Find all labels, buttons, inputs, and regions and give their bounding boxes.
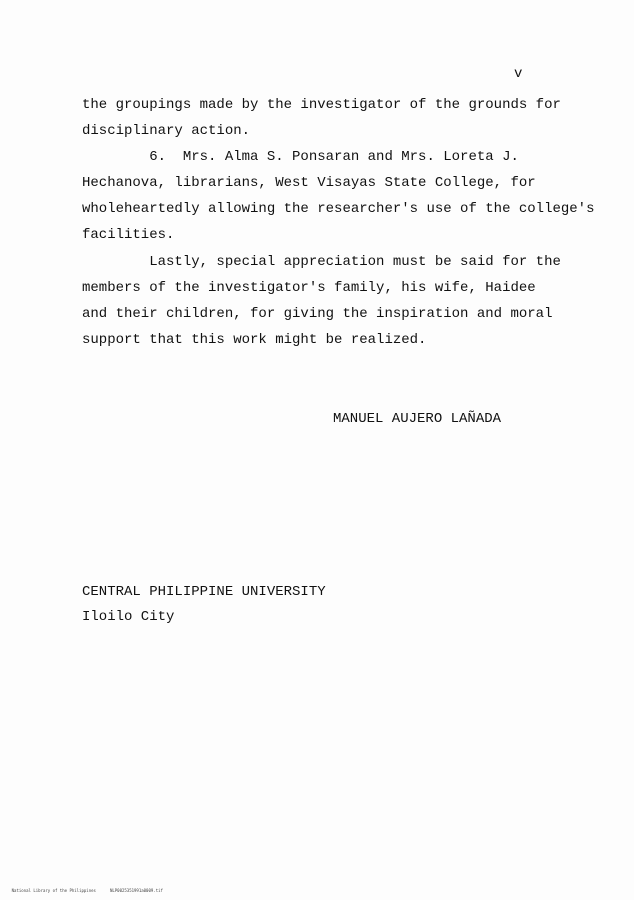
author-signature-name: MANUEL AUJERO LAÑADA	[333, 411, 502, 427]
footer-library: National Library of the Philippines	[11, 888, 96, 893]
institution-block	[82, 580, 326, 630]
institution-city: Iloilo City	[82, 609, 175, 625]
body-line: disciplinary action.	[82, 123, 251, 140]
acknowledgment-body	[82, 92, 602, 353]
body-line: Lastly, special appreciation must be said for the	[82, 253, 561, 270]
body-line: facilities.	[82, 227, 175, 244]
body-line: members of the investigator's family, his wife, Haidee	[82, 279, 536, 296]
body-line: and their children, for giving the inspiration and moral	[82, 305, 553, 322]
body-line: wholeheartedly allowing the researcher's use of the college's	[82, 201, 595, 218]
page-number: v	[514, 66, 523, 82]
body-line: 6. Mrs. Alma S. Ponsaran and Mrs. Loreta J.	[82, 149, 519, 166]
body-line: support that this work might be realized.	[82, 331, 427, 348]
scan-footer	[2, 883, 177, 898]
institution-name: CENTRAL PHILIPPINE UNIVERSITY	[82, 584, 326, 600]
body-line: the groupings made by the investigator of the grounds for	[82, 97, 561, 113]
footer-file-id: NLP0025351991a0009.tif	[109, 888, 163, 893]
body-line: Hechanova, librarians, West Visayas State College, for	[82, 175, 536, 192]
